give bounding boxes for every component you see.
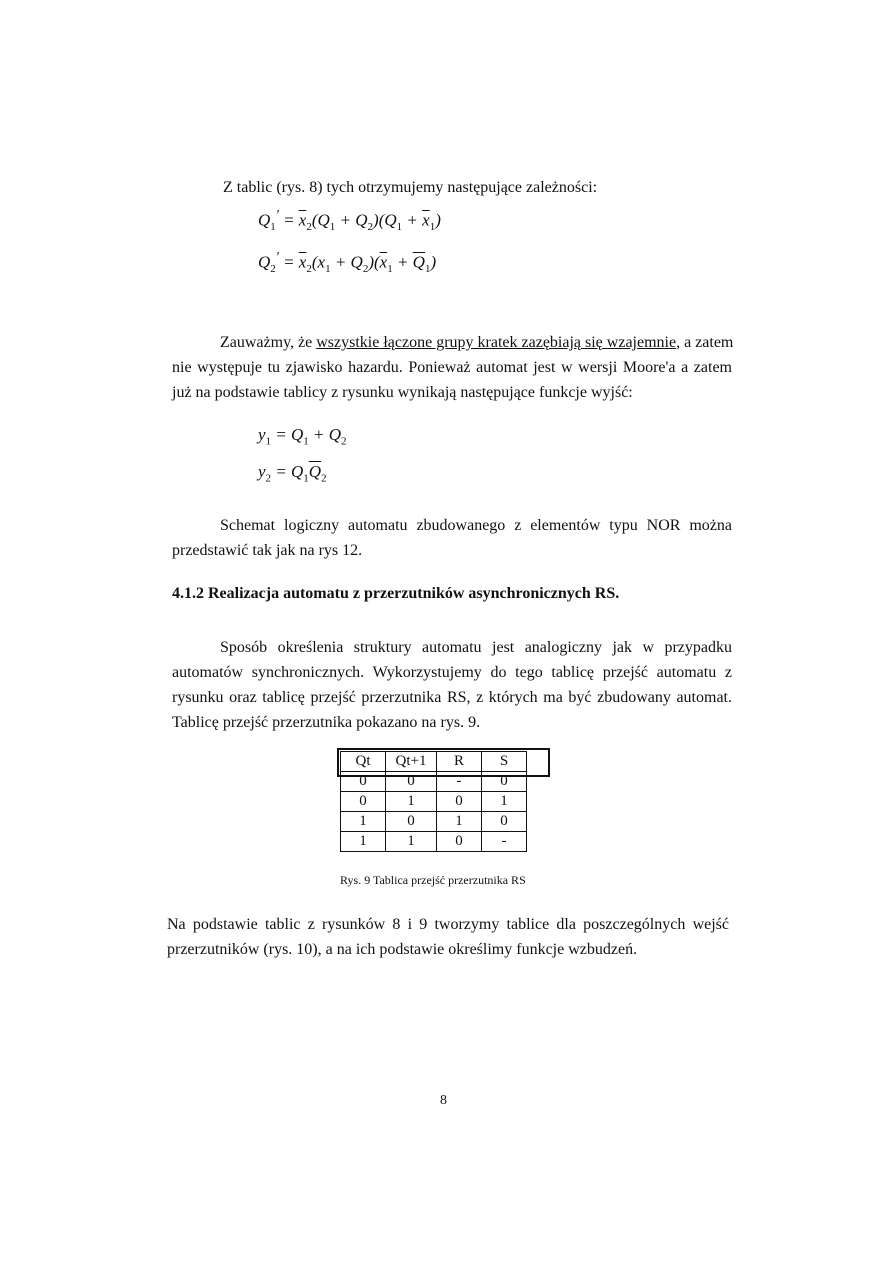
table-header-cell: R (437, 752, 482, 772)
table-cell: 0 (437, 792, 482, 812)
intro-text: Z tablic (rys. 8) tych otrzymujemy następujące zależności: (223, 179, 598, 196)
paragraph-line: rysunku oraz tablicę przejść przerzutnika RS, z których ma być zbudowany automat. (172, 689, 732, 706)
table-cell: 0 (386, 772, 437, 792)
paragraph-hazard (172, 330, 732, 405)
paragraph-na-podstawie (167, 912, 729, 962)
paragraph-line: Sposób określenia struktury automatu jest analogiczny jak w przypadku (220, 639, 732, 656)
paragraph-sposob (172, 635, 732, 735)
paragraph-line: Zauważmy, że wszystkie łączone grupy kratek zazębiają się wzajemnie, a zatem (220, 334, 734, 351)
table-cell: 0 (341, 792, 386, 812)
paragraph-line: automatów synchronicznych. Wykorzystujemy do tego tablicę przejść automatu z (172, 664, 732, 681)
table-cell: 1 (341, 832, 386, 852)
rs-transition-table (340, 751, 527, 852)
table-cell: 1 (386, 832, 437, 852)
table-row (341, 772, 527, 792)
table-cell: 0 (341, 772, 386, 792)
equation-y2: $y_2 = Q_1\overline{Q}_2$ (258, 462, 327, 485)
table-header-cell: S (482, 752, 527, 772)
table-cell: 0 (482, 772, 527, 792)
equation-q1: $Q_1' = \overline{x}_2(Q_1 + Q_2)(Q_1 + \overline{x}_1)$ (258, 207, 441, 234)
table-cell: 1 (386, 792, 437, 812)
table-cell: 1 (482, 792, 527, 812)
paragraph-line: Na podstawie tablic z rysunków 8 i 9 tworzymy tablice dla poszczególnych wejść (167, 916, 729, 933)
table-header-cell: Qt (341, 752, 386, 772)
paragraph-line: nie występuje tu zjawisko hazardu. Ponieważ automat jest w wersji Moore'a a zatem (172, 359, 732, 376)
table-header-cell: Qt+1 (386, 752, 437, 772)
table-cell: 0 (437, 832, 482, 852)
table-cell: 0 (482, 812, 527, 832)
paragraph-line: przerzutników (rys. 10), a na ich podstawie określimy funkcje wzbudzeń. (167, 941, 638, 958)
table-caption: Rys. 9 Tablica przejść przerzutnika RS (340, 873, 526, 887)
table-row (341, 832, 527, 852)
equation-q2: $Q_2' = \overline{x}_2(x_1 + Q_2)(\overline{x}_1 + \overline{Q}_1)$ (258, 249, 437, 276)
section-heading: 4.1.2 Realizacja automatu z przerzutników asynchronicznych RS. (172, 585, 620, 602)
table-cell: 0 (386, 812, 437, 832)
page-number: 8 (440, 1093, 447, 1108)
table-cell: 1 (437, 812, 482, 832)
paragraph-line: już na podstawie tablicy z rysunku wynikają następujące funkcje wyjść: (172, 384, 633, 401)
paragraph-line: Schemat logiczny automatu zbudowanego z elementów typu NOR można (220, 517, 732, 534)
table-row (341, 812, 527, 832)
table-cell: - (482, 832, 527, 852)
paragraph-schemat (172, 513, 732, 563)
table-row (341, 792, 527, 812)
paragraph-line: przedstawić tak jak na rys 12. (172, 542, 363, 559)
paragraph-line: Tablicę przejść przerzutnika pokazano na rys. 9. (172, 714, 481, 731)
table-header-row (341, 752, 527, 772)
equation-y1: $y_1 = Q_1 + Q_2$ (258, 425, 347, 448)
table-cell: - (437, 772, 482, 792)
table-cell: 1 (341, 812, 386, 832)
